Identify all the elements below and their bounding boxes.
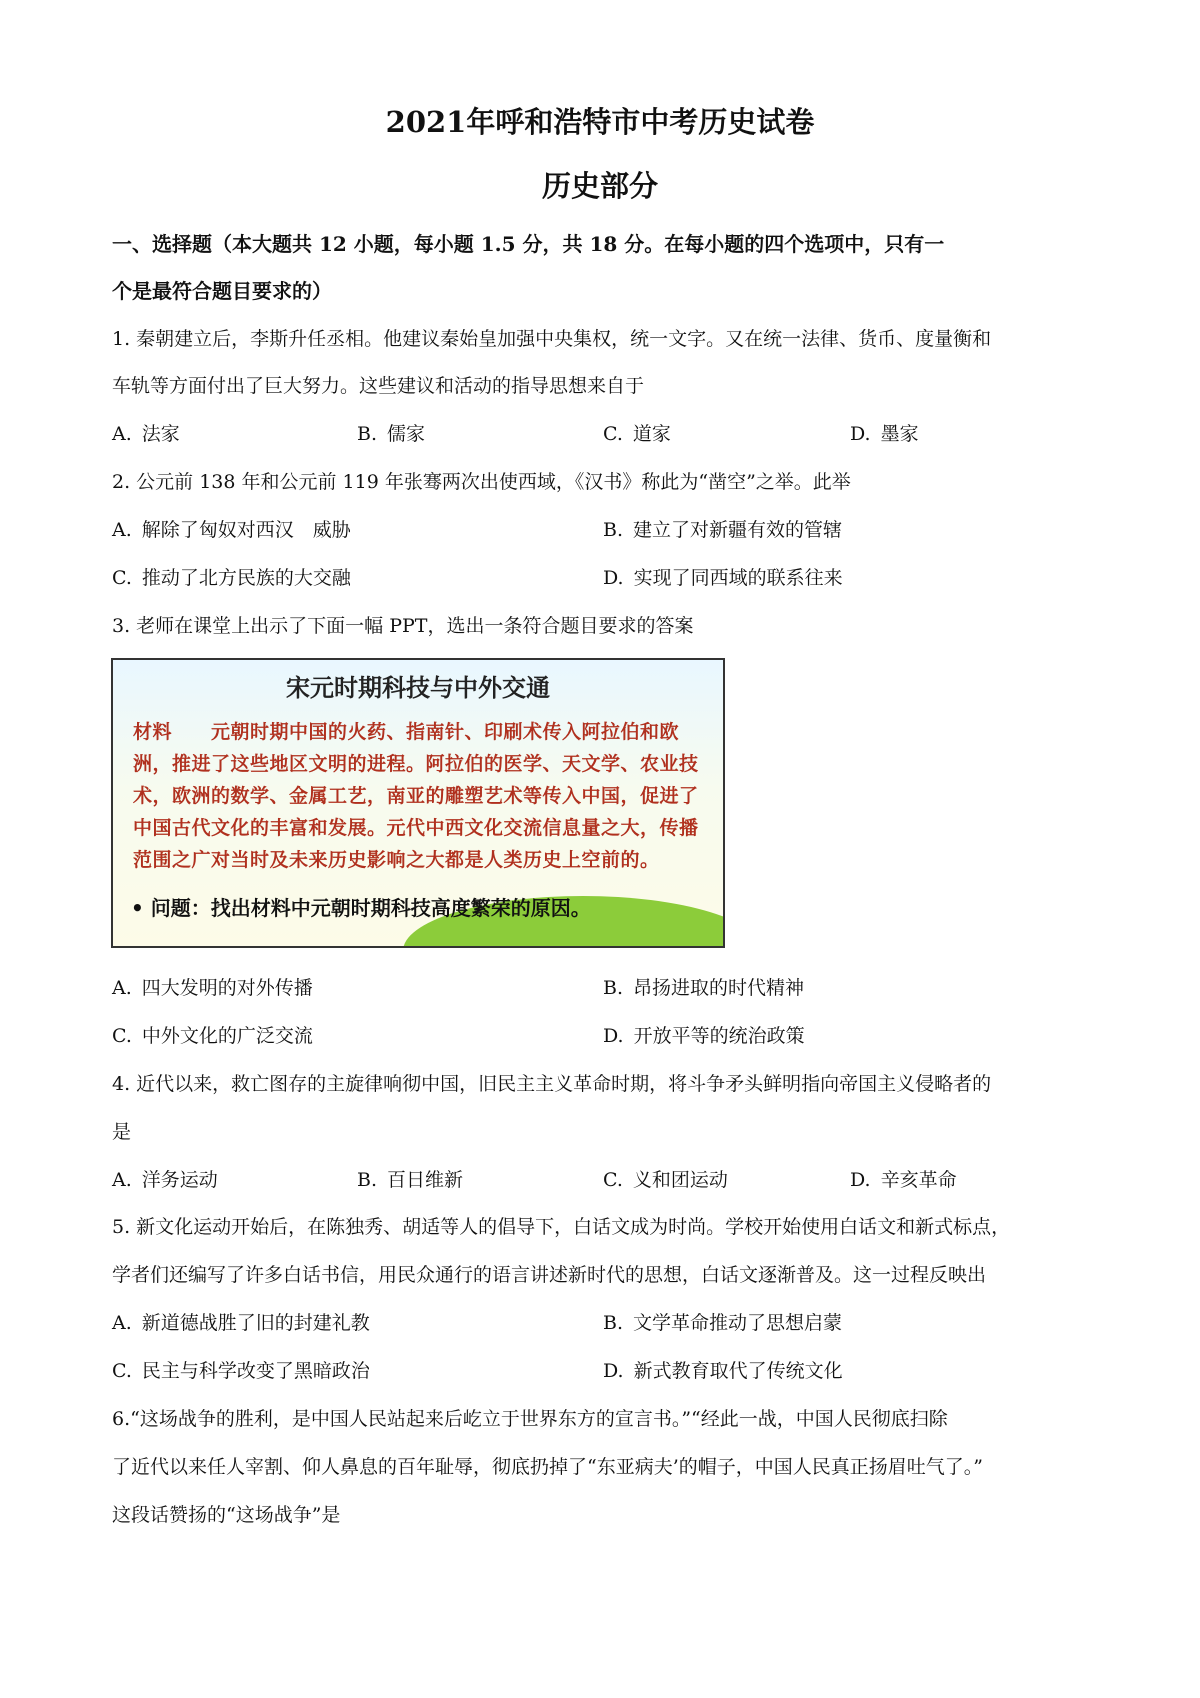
q4-option-c: C. 义和团运动 (603, 1169, 728, 1191)
q5-option-d: D. 新式教育取代了传统文化 (603, 1360, 843, 1382)
ppt-title: 宋元时期科技与中外交通 (286, 674, 550, 702)
q4-option-a: A. 洋务运动 (112, 1169, 218, 1191)
q6-line1: 6.“这场战争的胜利，是中国人民站起来后屹立于世界东方的宣言书。”“经此一战，中国人民彻底扫除 (112, 1408, 948, 1430)
q3-option-c: C. 中外文化的广泛交流 (112, 1025, 313, 1047)
q6-line3: 这段话赞扬的“这场战争”是 (112, 1504, 341, 1526)
section-heading-line1: 一、选择题（本大题共 12 小题，每小题 1.5 分，共 18 分。在每小题的四个选项中，只有一 (112, 232, 945, 256)
section-heading-line2: 个是最符合题目要求的） (112, 279, 332, 303)
q1-option-d: D. 墨家 (850, 423, 919, 445)
q1-option-a: A. 法家 (112, 423, 180, 445)
q2-option-d: D. 实现了同西域的联系往来 (603, 567, 843, 589)
ppt-slide-image (111, 658, 725, 948)
q4-option-d: D. 辛亥革命 (850, 1169, 957, 1191)
q5-option-a: A. 新道德战胜了旧的封建礼教 (112, 1312, 370, 1334)
exam-title: 2021年呼和浩特市中考历史试卷 (385, 105, 815, 139)
q2-option-a: A. 解除了匈奴对西汉 威胁 (112, 519, 351, 541)
q2-option-b: B. 建立了对新疆有效的管辖 (603, 519, 843, 541)
ppt-material-label: 材料 (133, 721, 173, 743)
q4-line1: 4. 近代以来，救亡图存的主旋律响彻中国，旧民主主义革命时期，将斗争矛头鲜明指向帝国主义侵略者的 (112, 1073, 992, 1095)
q4-option-b: B. 百日维新 (357, 1169, 464, 1191)
q1-line1: 1. 秦朝建立后，李斯升任丞相。他建议秦始皇加强中央集权，统一文字。又在统一法律、货币、度量衡和 (112, 328, 992, 350)
exam-subtitle: 历史部分 (541, 169, 658, 203)
q3-option-a: A. 四大发明的对外传播 (112, 977, 313, 999)
q5-option-c: C. 民主与科学改变了黑暗政治 (112, 1360, 370, 1382)
q3-option-b: B. 昂扬进取的时代精神 (603, 977, 805, 999)
ppt-question: • 问题：找出材料中元朝时期科技高度繁荣的原因。 (131, 896, 591, 920)
q5-line1: 5. 新文化运动开始后，在陈独秀、胡适等人的倡导下，白话文成为时尚。学校开始使用白话文和新式标点， (112, 1216, 1011, 1238)
q3-line1: 3. 老师在课堂上出示了下面一幅 PPT，选出一条符合题目要求的答案 (112, 615, 694, 637)
q5-line2: 学者们还编写了许多白话书信，用民众通行的语言讲述新时代的思想，白话文逐渐普及。这一过程反映出 (112, 1264, 987, 1286)
q1-option-c: C. 道家 (603, 423, 671, 445)
q6-line2: 了近代以来任人宰割、仰人鼻息的百年耻辱，彻底扔掉了“东亚病夫’的帽子，中国人民真正扬眉吐气了。” (112, 1456, 983, 1478)
q2-option-c: C. 推动了北方民族的大交融 (112, 567, 351, 589)
q1-option-b: B. 儒家 (357, 423, 426, 445)
q2-line1: 2. 公元前 138 年和公元前 119 年张骞两次出使西域，《汉书》称此为“凿空”之举。此举 (112, 471, 851, 493)
q4-line2: 是 (112, 1121, 132, 1143)
ppt-material-body: 元朝时期中国的火药、指南针、印刷术传入阿拉伯和欧洲，推进了这些地区文明的进程。阿拉伯的医学、天文学、农业技术，欧洲的数学、金属工艺，南亚的雕塑艺术等传入中国，促进了中国古代文化的丰富和发展。元代中西文化交流信息量之大，传播范围之广对当时及未来历史影响之大都是人类历史上空前的。 (133, 721, 699, 871)
q5-option-b: B. 文学革命推动了思想启蒙 (603, 1312, 843, 1334)
ppt-material-text (133, 716, 708, 876)
q3-option-d: D. 开放平等的统治政策 (603, 1025, 805, 1047)
q1-line2: 车轨等方面付出了巨大努力。这些建议和活动的指导思想来自于 (112, 375, 645, 397)
